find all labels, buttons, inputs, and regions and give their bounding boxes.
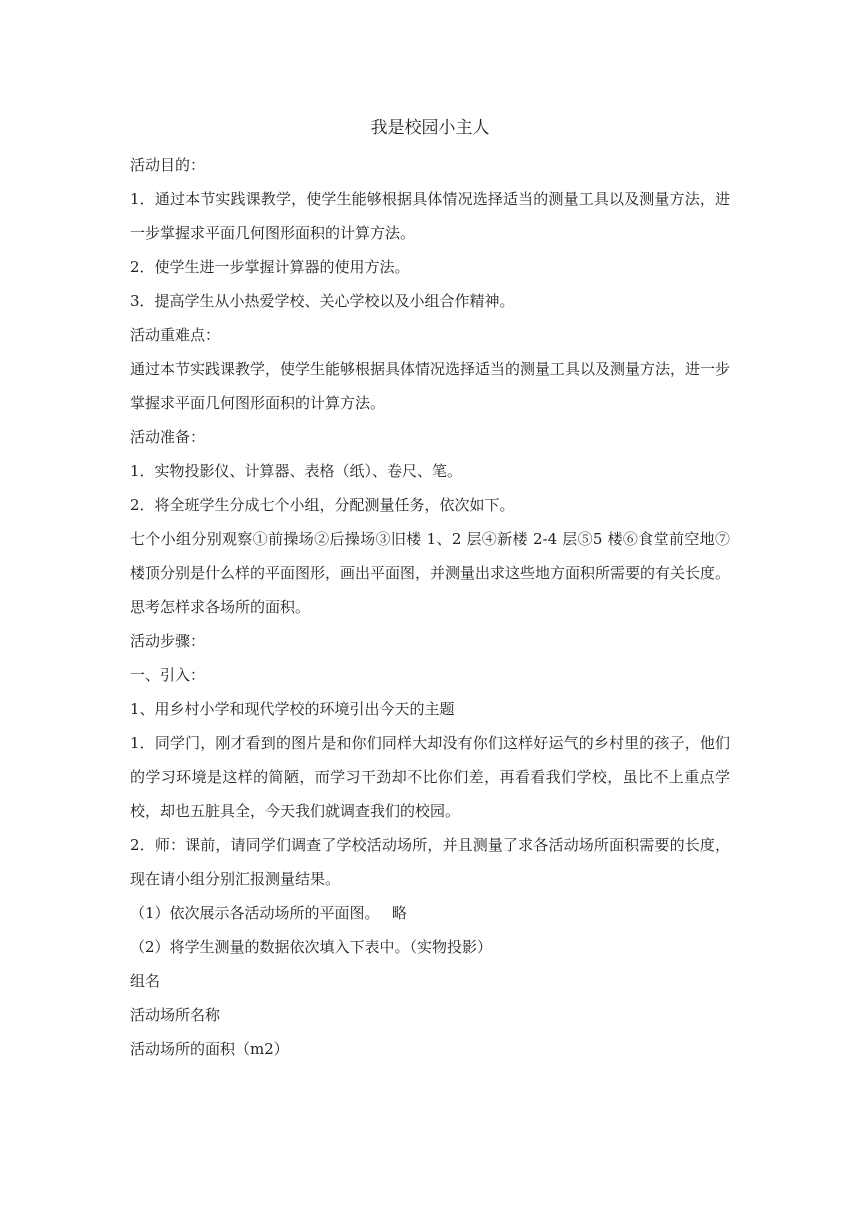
paragraph: 活动目的：: [130, 156, 206, 174]
paragraph: 活动步骤：: [130, 632, 206, 650]
paragraph: 1．通过本节实践课教学，使学生能够根据具体情况选择适当的测量工具以及测量方法，进一步掌握求平面几何图形面积的计算方法。: [130, 190, 730, 242]
paragraph: （2）将学生测量的数据依次填入下表中。（实物投影）: [130, 938, 493, 956]
paragraph: 2．使学生进一步掌握计算器的使用方法。: [130, 258, 410, 276]
paragraph: 1．同学门，刚才看到的图片是和你们同样大却没有你们这样好运气的乡村里的孩子，他们的学习环境是这样的简陋，而学习干劲却不比你们差，再看看我们学校，虽比不上重点学校，却也五脏具全，今天我们就调查我们的校园。: [130, 734, 730, 820]
paragraph: 1．实物投影仪、计算器、表格（纸）、卷尺、笔。: [130, 462, 463, 480]
paragraph: 活动场所的面积（m2）: [130, 1040, 289, 1058]
paragraph: 活动场所名称: [130, 1006, 221, 1024]
document-title: 我是校园小主人: [370, 118, 490, 138]
paragraph: 3．提高学生从小热爱学校、关心学校以及小组合作精神。: [130, 292, 515, 310]
paragraph: 一、引入：: [130, 666, 206, 684]
paragraph: 2．将全班学生分成七个小组，分配测量任务，依次如下。: [130, 496, 515, 514]
paragraph: 活动准备：: [130, 428, 206, 446]
paragraph: 组名: [130, 972, 161, 990]
paragraph: （1）依次展示各活动场所的平面图。 略: [130, 904, 407, 922]
paragraph: 活动重难点：: [130, 326, 221, 344]
paragraph: 通过本节实践课教学，使学生能够根据具体情况选择适当的测量工具以及测量方法，进一步掌握求平面几何图形面积的计算方法。: [130, 360, 731, 412]
paragraph: 2．师：课前，请同学们调查了学校活动场所，并且测量了求各活动场所面积需要的长度，现在请小组分别汇报测量结果。: [130, 836, 730, 888]
paragraph: 1、用乡村小学和现代学校的环境引出今天的主题: [130, 700, 455, 718]
paragraph: 七个小组分别观察①前操场②后操场③旧楼 1、2 层④新楼 2-4 层⑤5 楼⑥食堂前空地⑦楼顶分别是什么样的平面图形，画出平面图，并测量出求这些地方面积所需要的有关长度。思考怎样求各场所的面积。: [130, 530, 731, 616]
document-body: [130, 148, 730, 1066]
